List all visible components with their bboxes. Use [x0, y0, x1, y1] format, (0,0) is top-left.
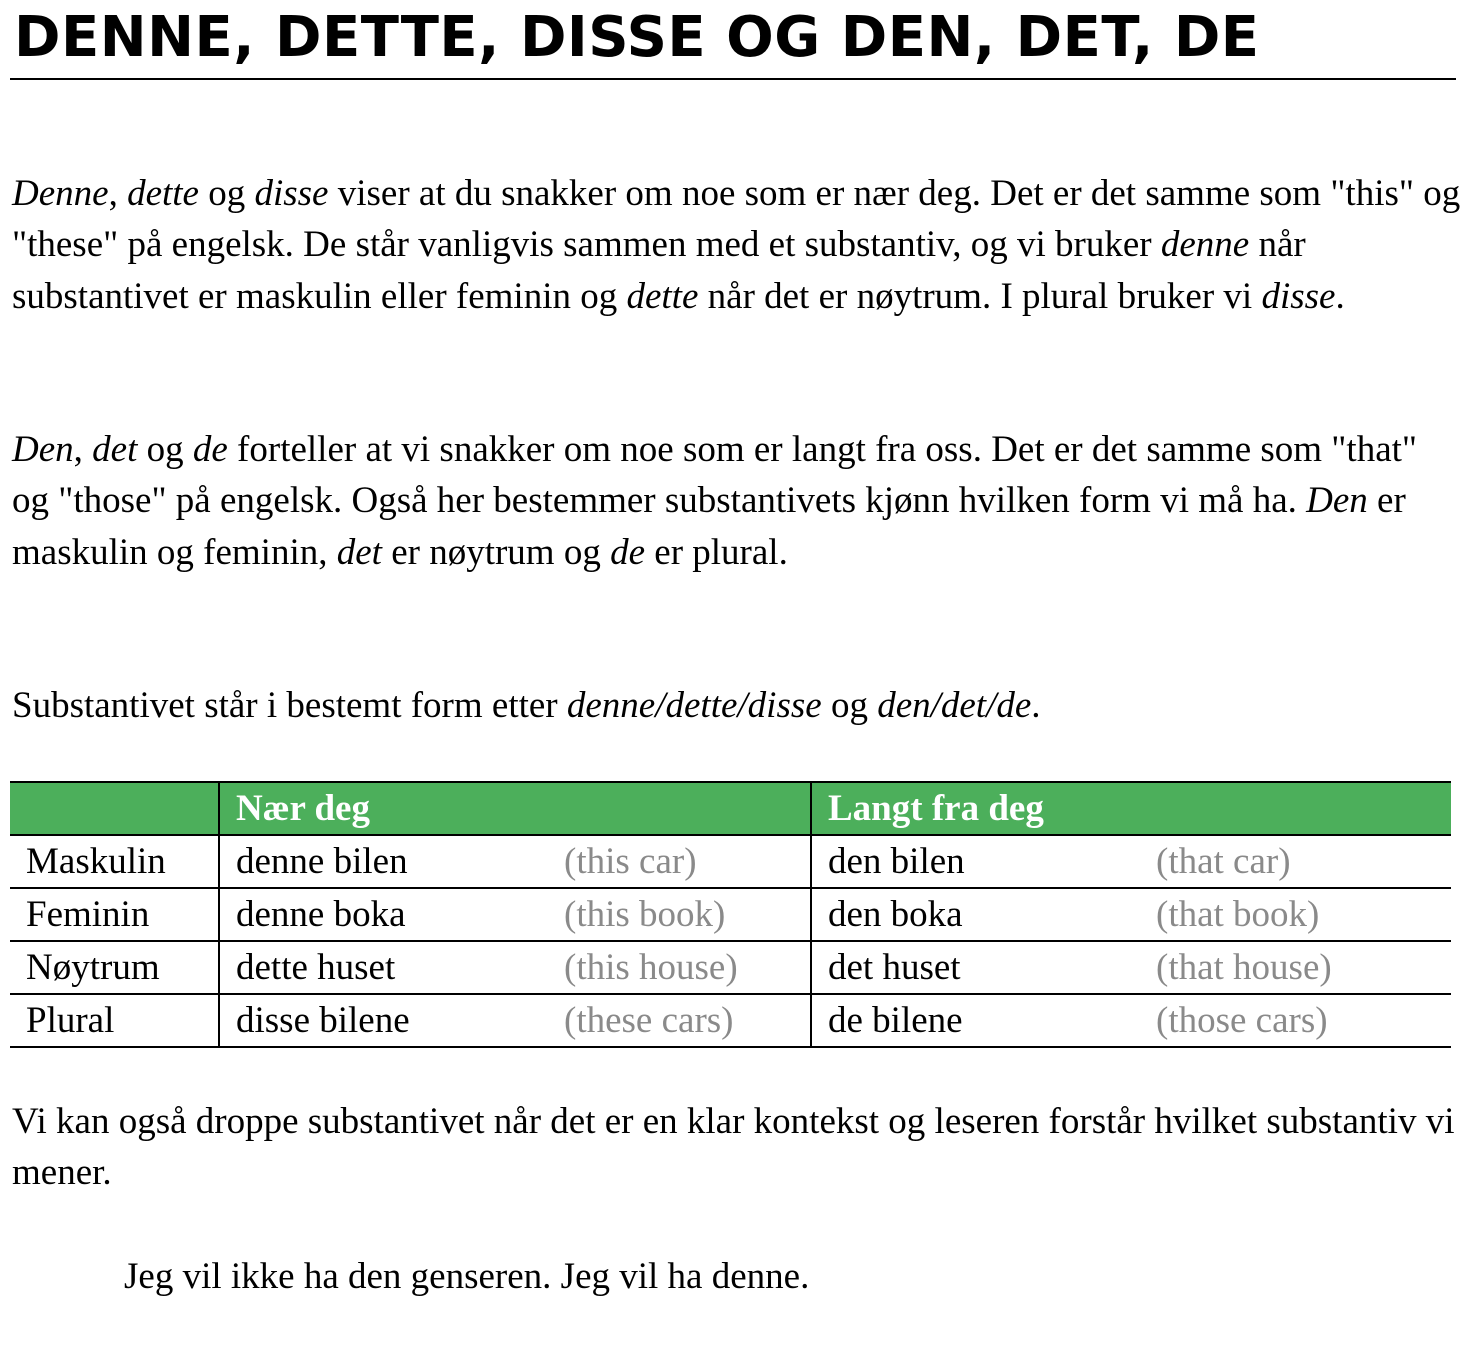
- table-row: [10, 941, 1451, 994]
- table-header-row: [10, 782, 1451, 835]
- row-label: Nøytrum: [10, 941, 219, 994]
- term-dette: dette: [127, 173, 199, 214]
- near-form: denne bilen: [219, 835, 556, 888]
- term-disse: disse: [254, 173, 329, 214]
- paragraph-far: Den, det og de forteller at vi snakker om noe som er langt fra oss. Det er det samme som "that" og "those" på engelsk. Også her bestemmer substantivets kjønn hvilken form vi må ha. Den er maskulin og feminin, det er nøytrum og de er plural.: [12, 429, 1417, 573]
- far-translation: (that book): [1148, 888, 1451, 941]
- term-de: de: [192, 429, 228, 470]
- term-denne: denne: [1160, 224, 1250, 266]
- far-form: den boka: [811, 888, 1148, 941]
- term-det: det: [92, 429, 138, 470]
- header-far: Langt fra deg: [811, 782, 1451, 835]
- page-title: DENNE, DETTE, DISSE OG DEN, DET, DE: [10, 4, 1456, 80]
- example-sentence: Jeg vil ikke ha den genseren. Jeg vil ha denne.: [124, 1256, 810, 1297]
- table-row: [10, 888, 1451, 941]
- term-denne: Denne: [12, 173, 109, 214]
- table-row: [10, 835, 1451, 888]
- near-translation: (these cars): [556, 994, 811, 1047]
- term-dette: dette: [626, 275, 699, 317]
- paragraph-drop-noun: Vi kan også droppe substantivet når det er en klar kontekst og leseren forstår hvilket substantiv vi mener.: [12, 1101, 1455, 1194]
- term-den: Den: [1306, 480, 1368, 522]
- near-form: dette huset: [219, 941, 556, 994]
- paragraph-definite-form: Substantivet står i bestemt form etter denne/dette/disse og den/det/de.: [12, 685, 1041, 726]
- near-translation: (this house): [556, 941, 811, 994]
- far-form: de bilene: [811, 994, 1148, 1047]
- term-det: det: [336, 531, 382, 573]
- term-disse: disse: [1261, 275, 1336, 317]
- far-translation: (that house): [1148, 941, 1451, 994]
- far-form: den bilen: [811, 835, 1148, 888]
- term-den: Den: [12, 429, 74, 470]
- demonstratives-table: [10, 781, 1451, 1048]
- term-denne-dette-disse: denne/dette/disse: [566, 685, 822, 726]
- near-form: disse bilene: [219, 994, 556, 1047]
- header-empty-cell: [10, 782, 219, 835]
- term-den-det-de: den/det/de: [877, 685, 1032, 726]
- paragraph-near: Denne, dette og disse viser at du snakker om noe som er nær deg. Det er det samme som "this" og "these" på engelsk. De står vanligvis sammen med et substantiv, og vi bruker denne når substantivet er maskulin eller feminin og dette når det er nøytrum. I plural bruker vi disse.: [12, 173, 1461, 317]
- table-row: [10, 994, 1451, 1047]
- row-label: Maskulin: [10, 835, 219, 888]
- row-label: Feminin: [10, 888, 219, 941]
- near-translation: (this book): [556, 888, 811, 941]
- header-near: Nær deg: [219, 782, 811, 835]
- row-label: Plural: [10, 994, 219, 1047]
- term-de: de: [610, 531, 646, 573]
- far-form: det huset: [811, 941, 1148, 994]
- near-translation: (this car): [556, 835, 811, 888]
- near-form: denne boka: [219, 888, 556, 941]
- far-translation: (that car): [1148, 835, 1451, 888]
- far-translation: (those cars): [1148, 994, 1451, 1047]
